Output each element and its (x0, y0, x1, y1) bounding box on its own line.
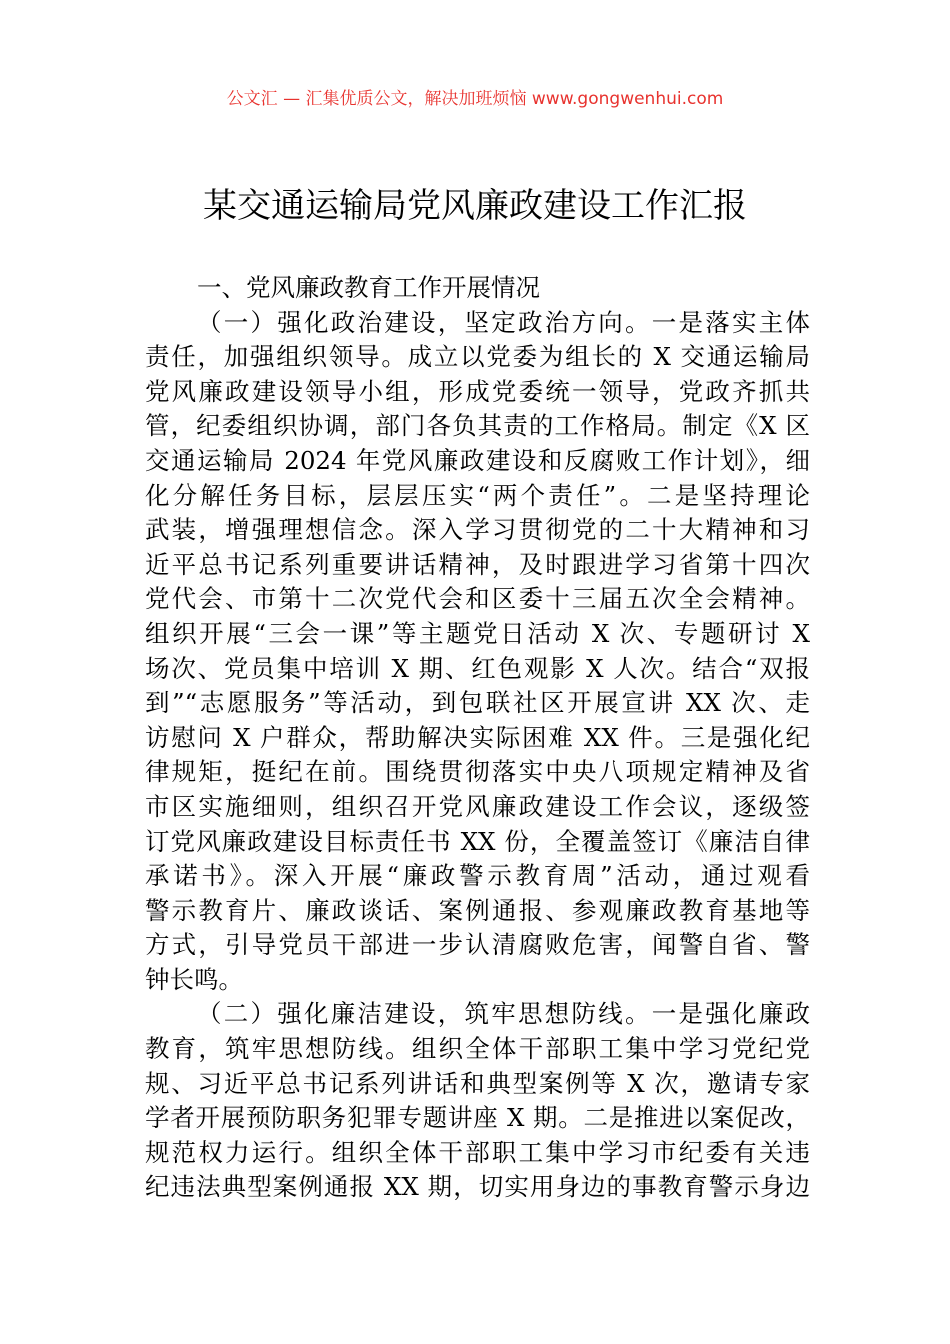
paragraph-line: 订党风廉政建设目标责任书 XX 份，全覆盖签订《廉洁自律 (145, 826, 810, 856)
paragraph-line: 责任，加强组织领导。成立以党委为组长的 X 交通运输局 (145, 342, 810, 372)
paragraph-line: 党代会、市第十二次党代会和区委十三届五次全会精神。 (145, 584, 810, 614)
paragraph-line: 交通运输局 2024 年党风廉政建设和反腐败工作计划》，细 (145, 445, 810, 475)
paragraph-line: 管，纪委组织协调，部门各负其责的工作格局。制定《X 区 (145, 411, 810, 441)
paragraph-line: 钟长鸣。 (145, 964, 243, 994)
paragraph-line: 承诺书》。深入开展“廉政警示教育周”活动，通过观看 (145, 861, 810, 891)
paragraph-line: 教育，筑牢思想防线。组织全体干部职工集中学习党纪党 (145, 1034, 810, 1064)
paragraph-line: 律规矩，挺纪在前。围绕贯彻落实中央八项规定精神及省 (145, 757, 810, 787)
paragraph-line: （一）强化政治建设，坚定政治方向。一是落实主体 (197, 307, 810, 337)
paragraph-line: 警示教育片、廉政谈话、案例通报、参观廉政教育基地等 (145, 895, 810, 925)
paragraph-line: 学者开展预防职务犯罪专题讲座 X 期。二是推进以案促改， (145, 1103, 810, 1133)
paragraph-line: 规范权力运行。组织全体干部职工集中学习市纪委有关违 (145, 1137, 810, 1167)
paragraph-line: 规、习近平总书记系列讲话和典型案例等 X 次，邀请专家 (145, 1068, 810, 1098)
section-heading: 一、党风廉政教育工作开展情况 (197, 273, 540, 302)
paragraph-line: 纪违法典型案例通报 XX 期，切实用身边的事教育警示身边 (145, 1172, 810, 1202)
paragraph-line: 组织开展“三会一课”等主题党日活动 X 次、专题研讨 X (145, 618, 810, 648)
paragraph-line: 党风廉政建设领导小组，形成党委统一领导，党政齐抓共 (145, 376, 810, 406)
document-title: 某交通运输局党风廉政建设工作汇报 (203, 186, 747, 226)
paragraph-line: （二）强化廉洁建设，筑牢思想防线。一是强化廉政 (197, 999, 810, 1029)
paragraph-line: 市区实施细则，组织召开党风廉政建设工作会议，逐级签 (145, 791, 810, 821)
paragraph-line: 场次、党员集中培训 X 期、红色观影 X 人次。结合“双报 (145, 653, 810, 683)
paragraph-line: 方式，引导党员干部进一步认清腐败危害，闻警自省、警 (145, 930, 810, 960)
paragraph-line: 访慰问 X 户群众，帮助解决实际困难 XX 件。三是强化纪 (145, 722, 810, 752)
paragraph-line: 武装，增强理想信念。深入学习贯彻党的二十大精神和习 (145, 515, 810, 545)
paragraph-line: 近平总书记系列重要讲话精神，及时跟进学习省第十四次 (145, 549, 810, 579)
site-banner: 公文汇 — 汇集优质公文，解决加班烦恼 www.gongwenhui.com (226, 89, 724, 109)
paragraph-line: 化分解任务目标，层层压实“两个责任”。二是坚持理论 (145, 480, 810, 510)
paragraph-line: 到”“志愿服务”等活动，到包联社区开展宣讲 XX 次、走 (145, 688, 810, 718)
document-body (145, 271, 810, 1205)
